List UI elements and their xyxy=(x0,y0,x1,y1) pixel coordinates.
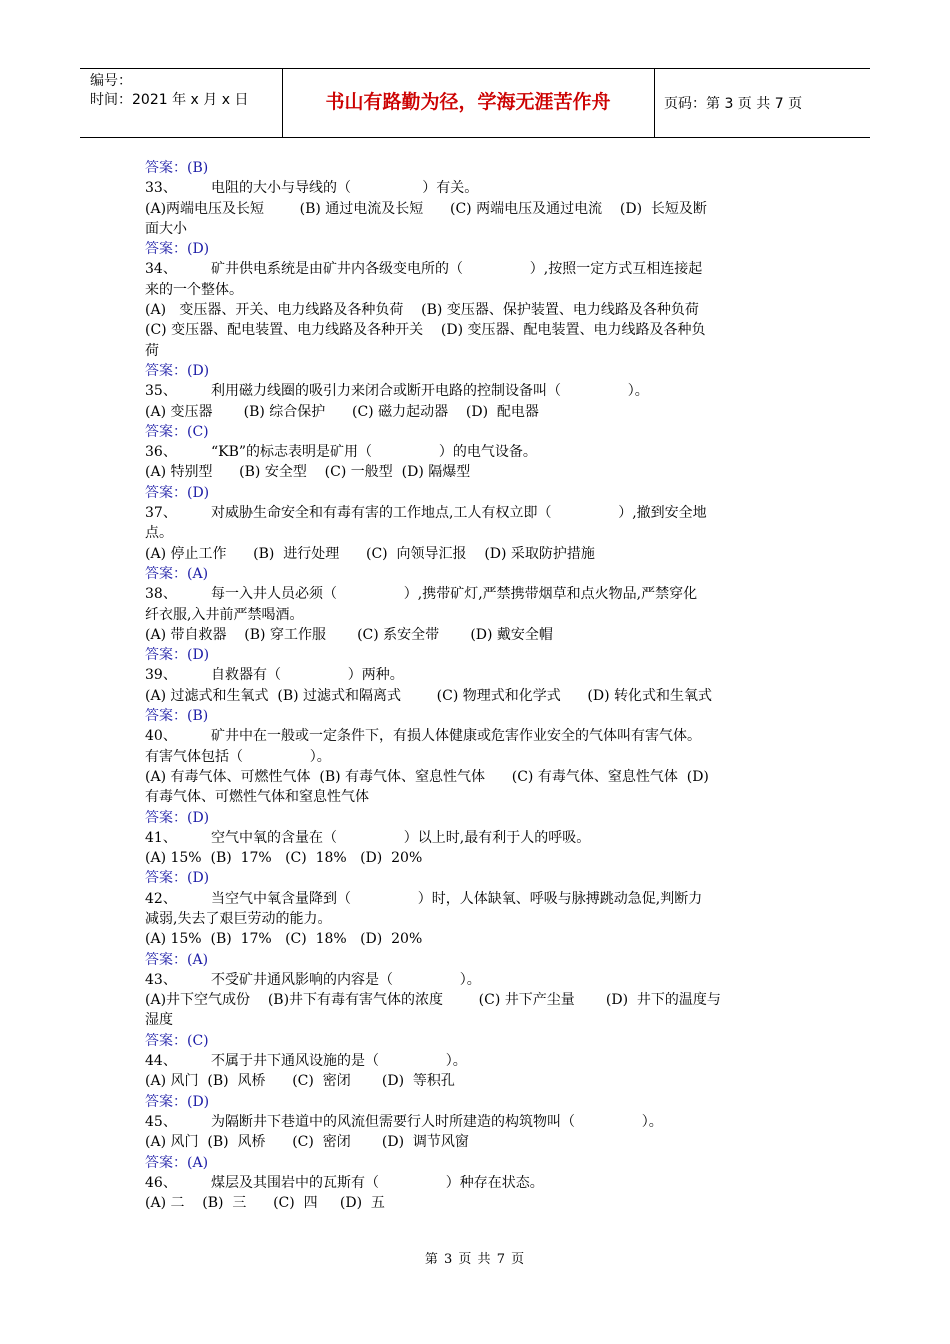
question-number: 45、 xyxy=(145,1113,177,1130)
question-number: 41、 xyxy=(145,829,177,846)
option-line: (A) 15% (B) 17% (C) 18% (D) 20% xyxy=(145,931,423,948)
question-text: 空气中氧的含量在（ ）以上时,最有利于人的呼吸。 xyxy=(211,829,591,846)
option-line: 有害气体包括（ ）。 xyxy=(145,748,331,765)
question-text: 自救器有（ ）两种。 xyxy=(211,667,404,684)
question-number: 35、 xyxy=(145,383,177,400)
question-line xyxy=(145,584,815,604)
answer-line: 答案：(D) xyxy=(145,241,210,258)
option-line: (A) 二 (B) 三 (C) 四 (D) 五 xyxy=(145,1195,385,1212)
question-number: 42、 xyxy=(145,890,177,907)
question-number: 44、 xyxy=(145,1053,177,1070)
question-line xyxy=(145,178,815,198)
question-line xyxy=(145,726,815,746)
question-line xyxy=(145,889,815,909)
header-meta xyxy=(90,72,280,110)
answer-line: 答案：(D) xyxy=(145,484,210,501)
answer-line: 答案：(B) xyxy=(145,708,209,725)
answer-line: 答案：(D) xyxy=(145,647,210,664)
question-line xyxy=(145,828,815,848)
question-number: 33、 xyxy=(145,180,177,197)
question-text: 为隔断井下巷道中的风流但需要行人时所建造的构筑物叫（ ）。 xyxy=(211,1113,663,1130)
header-time: 时间：2021 年 x 月 x 日 xyxy=(90,92,249,108)
question-text: 当空气中氧含量降到（ ）时，人体缺氧、呼吸与脉搏跳动急促,判断力 xyxy=(211,890,703,907)
question-line xyxy=(145,503,815,523)
answer-line: 答案：(A) xyxy=(145,565,209,582)
page-footer: 第 3 页 共 7 页 xyxy=(424,1252,526,1267)
question-text: 矿井供电系统是由矿井内各级变电所的（ ）,按照一定方式互相连接起 xyxy=(211,261,703,278)
question-number: 34、 xyxy=(145,261,177,278)
question-line xyxy=(145,1051,815,1071)
question-number: 43、 xyxy=(145,971,177,988)
question-text: 利用磁力线圈的吸引力来闭合或断开电路的控制设备叫（ ）。 xyxy=(211,383,649,400)
answer-line: 答案：(C) xyxy=(145,1032,209,1049)
page-header xyxy=(80,68,870,138)
option-line: (A) 带自救器 (B) 穿工作服 (C) 系安全带 (D) 戴安全帽 xyxy=(145,626,553,643)
question-text: 电阻的大小与导线的（ ）有关。 xyxy=(211,180,479,197)
answer-line: 答案：(B) xyxy=(145,160,209,176)
answer-line: 答案：(D) xyxy=(145,362,210,379)
option-line: 荷 xyxy=(145,342,159,359)
question-text: 对威胁生命安全和有毒有害的工作地点,工人有权立即（ ）,撤到安全地 xyxy=(211,505,707,522)
option-line: 来的一个整体。 xyxy=(145,281,243,298)
option-line: 点。 xyxy=(145,525,173,542)
option-line: (A)两端电压及长短 (B) 通过电流及长短 (C) 两端电压及通过电流 (D) 长短及断 xyxy=(145,200,707,217)
question-line xyxy=(145,1112,815,1132)
option-line: (A)井下空气成份 (B)井下有毒有害气体的浓度 (C) 井下产尘量 (D) 井下的温度与 xyxy=(145,992,721,1009)
question-line xyxy=(145,442,815,462)
question-line xyxy=(145,381,815,401)
question-line xyxy=(145,665,815,685)
question-number: 37、 xyxy=(145,505,177,522)
question-text: “KB”的标志表明是矿用（ ）的电气设备。 xyxy=(211,444,537,461)
option-line: 面大小 xyxy=(145,220,187,237)
question-number: 38、 xyxy=(145,586,177,603)
question-list xyxy=(145,158,815,1213)
answer-line: 答案：(D) xyxy=(145,870,210,887)
answer-line: 答案：(A) xyxy=(145,951,209,968)
question-text: 煤层及其围岩中的瓦斯有（ ）种存在状态。 xyxy=(211,1174,544,1191)
question-line xyxy=(145,1173,815,1193)
header-number: 编号： xyxy=(90,73,132,89)
header-divider xyxy=(654,69,655,137)
option-line: (A) 有毒气体、可燃性气体 (B) 有毒气体、窒息性气体 (C) 有毒气体、窒息性气体 (D) xyxy=(145,768,709,785)
option-line: 减弱,失去了艰巨劳动的能力。 xyxy=(145,910,332,927)
option-line: 有毒气体、可燃性气体和窒息性气体 xyxy=(145,789,369,806)
option-line: (A) 特别型 (B) 安全型 (C) 一般型 (D) 隔爆型 xyxy=(145,464,471,481)
option-line: (A) 变压器 (B) 综合保护 (C) 磁力起动器 (D) 配电器 xyxy=(145,403,539,420)
answer-line: 答案：(A) xyxy=(145,1154,209,1171)
question-line xyxy=(145,259,815,279)
question-number: 40、 xyxy=(145,728,177,745)
question-text: 不属于井下通风设施的是（ ）。 xyxy=(211,1053,467,1070)
header-page-number: 页码：第 3 页 共 7 页 xyxy=(664,96,803,112)
question-text: 每一入井人员必须（ ）,携带矿灯,严禁携带烟草和点火物品,严禁穿化 xyxy=(211,586,698,603)
question-number: 39、 xyxy=(145,667,177,684)
option-line: (A) 过滤式和生氧式 (B) 过滤式和隔离式 (C) 物理式和化学式 (D) 转化式和生氧式 xyxy=(145,687,713,704)
option-line: 纤衣服,入井前严禁喝酒。 xyxy=(145,606,304,623)
answer-line: 答案：(C) xyxy=(145,423,209,440)
question-number: 46、 xyxy=(145,1174,177,1191)
answer-line: 答案：(D) xyxy=(145,1093,210,1110)
option-line: (C) 变压器、配电装置、电力线路及各种开关 (D) 变压器、配电装置、电力线路及各种负 xyxy=(145,322,706,339)
header-motto: 书山有路勤为径，学海无涯苦作舟 xyxy=(325,91,611,113)
option-line: (A) 停止工作 (B) 进行处理 (C) 向领导汇报 (D) 采取防护措施 xyxy=(145,545,595,562)
question-text: 矿井中在一般或一定条件下，有损人体健康或危害作业安全的气体叫有害气体。 xyxy=(211,728,701,745)
option-line: 湿度 xyxy=(145,1012,173,1029)
question-text: 不受矿井通风影响的内容是（ ）。 xyxy=(211,971,481,988)
option-line: (A) 15% (B) 17% (C) 18% (D) 20% xyxy=(145,850,423,867)
option-line: (A) 风门 (B) 风桥 (C) 密闭 (D) 调节风窗 xyxy=(145,1134,469,1151)
answer-line: 答案：(D) xyxy=(145,809,210,826)
option-line: (A) 变压器、开关、电力线路及各种负荷 (B) 变压器、保护装置、电力线路及各种负荷 xyxy=(145,302,699,319)
option-line: (A) 风门 (B) 风桥 (C) 密闭 (D) 等积孔 xyxy=(145,1073,455,1090)
question-line xyxy=(145,970,815,990)
question-number: 36、 xyxy=(145,444,177,461)
